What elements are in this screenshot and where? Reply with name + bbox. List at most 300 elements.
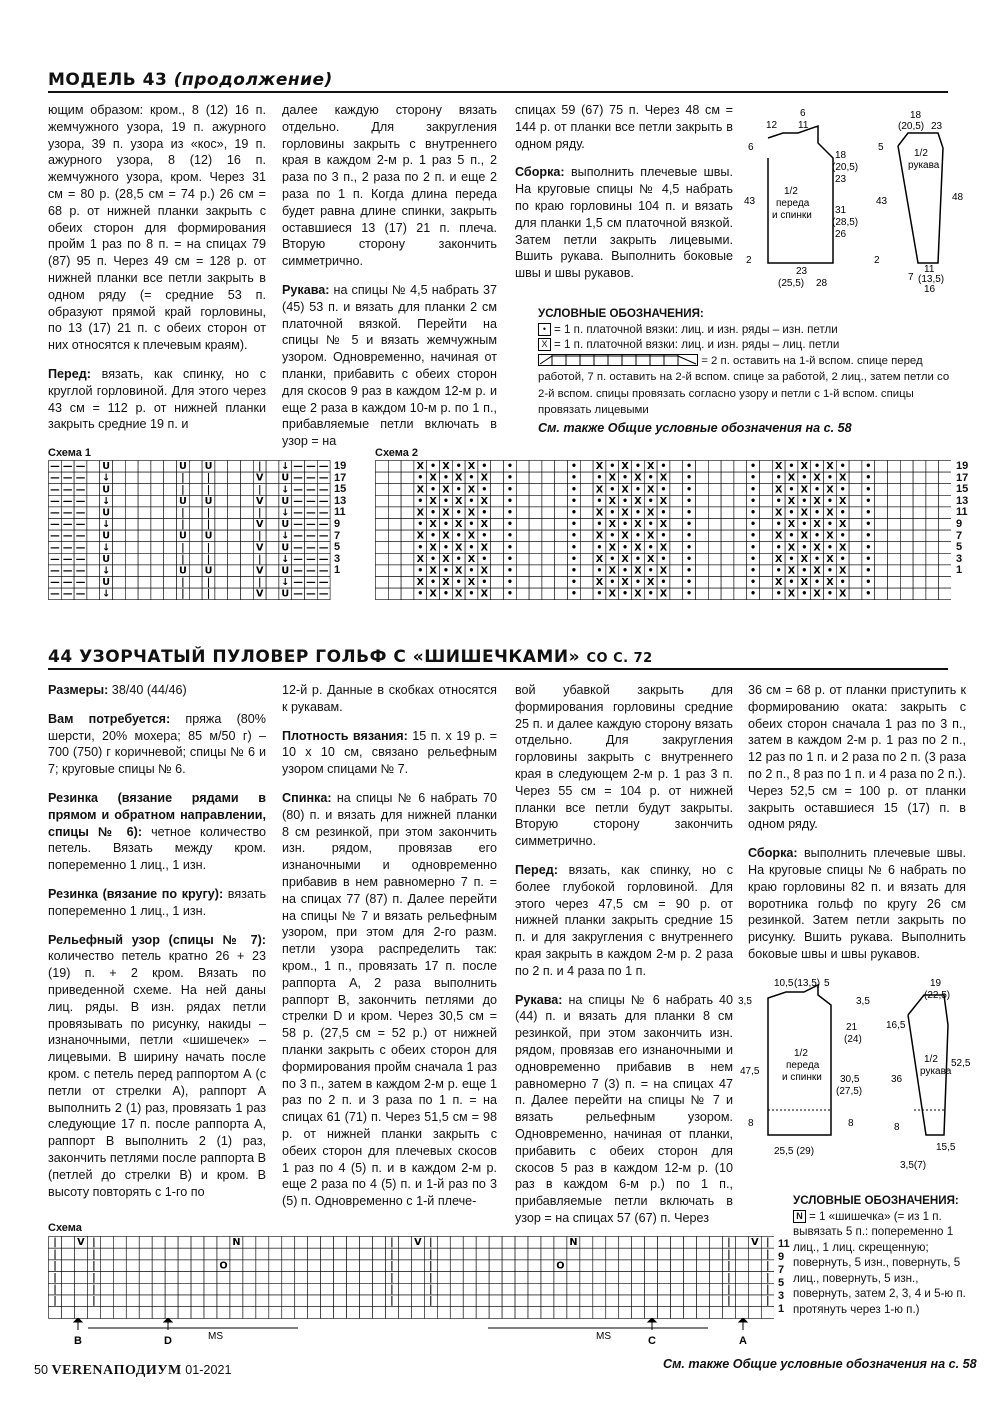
grid-symbol: • xyxy=(647,495,654,507)
grid-cell xyxy=(580,553,593,565)
grid-cell xyxy=(243,1283,256,1295)
grid-cell xyxy=(266,495,279,507)
model43-see-also: См. также Общие условные обозначения на с. 58 xyxy=(538,420,852,435)
grid-cell xyxy=(191,1295,204,1307)
grid-cell xyxy=(888,530,901,542)
grid-symbol: X xyxy=(659,472,668,484)
model43-column-2 xyxy=(282,102,497,462)
grid-symbol: X xyxy=(646,461,655,473)
grid-cell xyxy=(580,1307,593,1319)
model44-page-ref: СО С. 72 xyxy=(586,651,653,666)
grid-cell xyxy=(849,484,862,496)
grid-cell xyxy=(939,495,951,507)
grid-cell xyxy=(734,461,747,473)
grid-cell xyxy=(593,1295,606,1307)
grid-symbol: | xyxy=(390,1248,394,1260)
grid-cell xyxy=(606,1237,619,1249)
grid-symbol: — xyxy=(318,472,329,484)
grid-cell xyxy=(476,1307,489,1319)
grid-cell xyxy=(684,1295,697,1307)
grid-cell xyxy=(256,1248,269,1260)
grid-symbol: | xyxy=(53,1237,57,1249)
grid-symbol: X xyxy=(774,507,783,519)
grid-cell xyxy=(913,553,926,565)
grid-cell xyxy=(888,588,901,600)
grid-cell xyxy=(398,1237,411,1249)
grid-cell xyxy=(138,553,151,565)
grid-symbol: • xyxy=(430,530,437,542)
grid-symbol: • xyxy=(455,577,462,589)
grid-cell xyxy=(373,1237,386,1249)
grid-symbol: • xyxy=(647,542,654,554)
grid-cell xyxy=(388,519,401,531)
grid-symbol: X xyxy=(826,507,834,519)
grid-symbol: | xyxy=(390,1272,394,1284)
grid-cell xyxy=(632,1307,645,1319)
sdim-48: 48 xyxy=(952,192,964,203)
dim-2: 2 xyxy=(746,255,752,266)
grid-cell xyxy=(401,484,414,496)
grid-cell xyxy=(308,1283,321,1295)
grid-cell xyxy=(373,1248,386,1260)
grid-symbol: • xyxy=(750,495,757,507)
grid-cell xyxy=(138,519,151,531)
s44-15-5: 15,5 xyxy=(936,1142,956,1153)
grid-symbol: | xyxy=(429,1272,433,1284)
grid-cell xyxy=(734,553,747,565)
grid-cell xyxy=(875,588,888,600)
grid-symbol: — xyxy=(75,577,86,589)
grid-cell xyxy=(684,1260,697,1272)
grid-symbol: U xyxy=(204,565,213,577)
grid-cell xyxy=(138,472,151,484)
grid-cell xyxy=(295,1260,308,1272)
grid-cell xyxy=(376,577,389,589)
grid-cell xyxy=(125,565,138,577)
grid-symbol: | xyxy=(206,542,211,554)
model44-legend xyxy=(793,1193,973,1317)
grid-cell xyxy=(74,1295,87,1307)
grid-cell xyxy=(334,1295,347,1307)
d44-8a: 8 xyxy=(748,1118,754,1129)
grid-symbol: — xyxy=(293,472,303,484)
model43-sleeve-label: Рукава: xyxy=(282,282,330,297)
schema2-label: Схема 2 xyxy=(375,447,419,459)
grid-symbol: V xyxy=(255,472,264,484)
d44-3-5a: 3,5 xyxy=(738,996,752,1007)
grid-cell xyxy=(228,519,241,531)
grid-symbol: X xyxy=(621,507,629,519)
grid-cell xyxy=(555,542,568,554)
grid-cell xyxy=(528,1237,541,1249)
grid-cell xyxy=(373,1307,386,1319)
grid-symbol: X xyxy=(774,484,783,496)
grid-cell xyxy=(215,565,228,577)
sdim-18: 18 xyxy=(910,110,922,121)
grid-symbol: • xyxy=(775,472,782,484)
grid-cell xyxy=(151,553,164,565)
grid-cell xyxy=(489,1272,502,1284)
d44-10-5: 10,5 xyxy=(774,978,794,989)
grid-symbol: X xyxy=(838,519,847,531)
grid-symbol: — xyxy=(50,553,60,565)
grid-symbol: • xyxy=(686,565,693,577)
grid-symbol: • xyxy=(750,461,757,473)
grid-cell xyxy=(463,1272,476,1284)
grid-symbol: — xyxy=(318,507,329,519)
grid-cell xyxy=(697,1237,710,1249)
grid-symbol: U xyxy=(281,495,290,507)
d44-47-5: 47,5 xyxy=(740,1066,760,1077)
grid-cell xyxy=(709,1307,722,1319)
grid-cell xyxy=(401,542,414,554)
grid-cell xyxy=(138,507,151,519)
grid-symbol: • xyxy=(826,519,833,531)
grid-cell xyxy=(376,565,389,577)
grid-cell xyxy=(888,472,901,484)
grid-cell xyxy=(113,1283,126,1295)
grid-symbol: N xyxy=(232,1237,241,1249)
grid-symbol: | xyxy=(206,472,211,484)
grid-cell xyxy=(593,1248,606,1260)
grid-cell xyxy=(230,1295,243,1307)
legend-item-knit-text: = 1 п. платочной вязки: лиц. и изн. ряды – лиц. петли xyxy=(554,338,840,351)
grid-symbol: — xyxy=(293,542,303,554)
grid-cell xyxy=(388,484,401,496)
row-number: 15 xyxy=(956,483,969,496)
grid-symbol: • xyxy=(826,565,833,577)
grid-cell xyxy=(151,530,164,542)
grid-cell xyxy=(138,484,151,496)
grid-symbol: X xyxy=(429,472,437,484)
grid-symbol: ↓ xyxy=(281,461,290,473)
grid-cell xyxy=(476,1248,489,1260)
grid-symbol: U xyxy=(102,484,110,496)
grid-cell xyxy=(189,495,202,507)
grid-symbol: • xyxy=(417,588,424,600)
grid-cell xyxy=(515,1248,528,1260)
grid-cell xyxy=(125,461,138,473)
grid-cell xyxy=(61,1260,74,1272)
grid-cell xyxy=(256,1237,269,1249)
grid-symbol: X xyxy=(621,530,629,542)
grid-cell xyxy=(684,1307,697,1319)
grid-symbol: X xyxy=(659,495,668,507)
grid-symbol: • xyxy=(430,577,437,589)
grid-symbol: — xyxy=(62,472,73,484)
grid-symbol: X xyxy=(480,519,489,531)
grid-cell xyxy=(241,495,254,507)
row-number: 9 xyxy=(334,517,341,530)
grid-symbol: • xyxy=(801,542,808,554)
grid-cell xyxy=(385,1307,398,1319)
grid-symbol: U xyxy=(102,530,110,542)
grid-cell xyxy=(398,1295,411,1307)
grid-symbol: • xyxy=(442,565,449,577)
grid-cell xyxy=(606,1248,619,1260)
grid-symbol: | xyxy=(257,461,262,473)
grid-cell xyxy=(900,472,913,484)
grid-cell xyxy=(113,530,126,542)
grid-cell xyxy=(888,484,901,496)
grid-cell xyxy=(722,1307,735,1319)
grid-cell xyxy=(411,1307,424,1319)
grid-cell xyxy=(215,553,228,565)
grid-cell xyxy=(875,495,888,507)
grid-symbol: U xyxy=(179,495,187,507)
grid-cell xyxy=(554,1237,567,1249)
grid-symbol: — xyxy=(62,484,73,496)
model43-diagrams xyxy=(738,108,978,293)
grid-cell xyxy=(580,565,593,577)
grid-cell xyxy=(875,484,888,496)
grid-cell xyxy=(580,484,593,496)
grid-cell xyxy=(241,542,254,554)
grid-cell xyxy=(450,1283,463,1295)
grid-symbol: X xyxy=(774,530,783,542)
grid-cell xyxy=(734,577,747,589)
grid-cell xyxy=(709,1272,722,1284)
grid-cell xyxy=(529,472,542,484)
grid-symbol: U xyxy=(281,472,290,484)
grid-cell xyxy=(165,1307,178,1319)
grid-cell xyxy=(215,472,228,484)
grid-symbol: X xyxy=(634,472,642,484)
grid-cell xyxy=(542,577,555,589)
grid-symbol: X xyxy=(454,565,463,577)
grid-cell xyxy=(748,1260,761,1272)
grid-symbol: • xyxy=(686,577,693,589)
grid-cell xyxy=(670,495,683,507)
grid-cell xyxy=(619,1237,632,1249)
grid-cell xyxy=(708,472,721,484)
rib1-text: четное количество петель. Вязать между кром. попеременно 1 лиц., 1 изн. xyxy=(48,824,266,873)
grid-cell xyxy=(926,495,939,507)
grid-cell xyxy=(913,588,926,600)
grid-cell xyxy=(243,1260,256,1272)
grid-cell xyxy=(388,542,401,554)
grid-cell xyxy=(398,1272,411,1284)
relief-label: Рельефный узор (спицы № 7): xyxy=(48,932,266,947)
grid-symbol: • xyxy=(570,472,577,484)
bobble-icon: N xyxy=(793,1210,806,1223)
grid-cell xyxy=(721,484,734,496)
grid-symbol: • xyxy=(596,519,603,531)
grid-cell xyxy=(542,588,555,600)
grid-cell xyxy=(217,1307,230,1319)
grid-cell xyxy=(269,1248,282,1260)
grid-cell xyxy=(151,542,164,554)
grid-cell xyxy=(450,1260,463,1272)
grid-symbol: U xyxy=(179,565,187,577)
grid-cell xyxy=(721,461,734,473)
grid-symbol: • xyxy=(634,484,641,496)
grid-symbol: • xyxy=(506,472,513,484)
grid-cell xyxy=(619,1283,632,1295)
grid-symbol: ↓ xyxy=(281,577,290,589)
grid-symbol: X xyxy=(826,484,834,496)
grid-symbol: — xyxy=(50,565,60,577)
grid-cell xyxy=(516,484,529,496)
grid-cell xyxy=(489,1307,502,1319)
grid-cell xyxy=(476,1237,489,1249)
grid-symbol: • xyxy=(686,484,693,496)
grid-cell xyxy=(151,484,164,496)
grid-symbol: | xyxy=(181,507,185,519)
grid-cell xyxy=(696,530,709,542)
grid-cell xyxy=(164,530,177,542)
grid-cell xyxy=(138,542,151,554)
grid-cell xyxy=(266,542,279,554)
grid-cell xyxy=(670,484,683,496)
grid-symbol: X xyxy=(838,588,847,600)
grid-cell xyxy=(228,484,241,496)
grid-symbol: • xyxy=(647,472,654,484)
grid-symbol: U xyxy=(281,542,290,554)
grid-symbol: X xyxy=(646,553,655,565)
grid-cell xyxy=(376,472,389,484)
grid-cell xyxy=(256,1272,269,1284)
model44-see-also: См. также Общие условные обозначения на с. 58 xyxy=(663,1357,977,1371)
grid-cell xyxy=(670,472,683,484)
grid-cell xyxy=(401,472,414,484)
grid-cell xyxy=(900,565,913,577)
grid-cell xyxy=(580,1272,593,1284)
grid-symbol: • xyxy=(750,577,757,589)
grid-cell xyxy=(875,565,888,577)
grid-symbol: • xyxy=(814,530,821,542)
grid-cell xyxy=(217,1237,230,1249)
grid-symbol: — xyxy=(306,472,316,484)
grid-symbol: — xyxy=(62,577,73,589)
grid-cell xyxy=(476,1295,489,1307)
grid-symbol: X xyxy=(800,577,809,589)
grid-cell xyxy=(241,588,254,600)
grid-symbol: • xyxy=(506,461,513,473)
grid-symbol: • xyxy=(814,461,821,473)
grid-cell xyxy=(152,1307,165,1319)
grid-cell xyxy=(606,1307,619,1319)
model43-title xyxy=(48,70,333,90)
grid-cell xyxy=(939,588,951,600)
grid-cell xyxy=(696,461,709,473)
grid-cell xyxy=(204,1260,217,1272)
grid-cell xyxy=(152,1248,165,1260)
model44-sleeve-diagram xyxy=(886,978,971,1171)
grid-cell xyxy=(178,1248,191,1260)
grid-cell xyxy=(529,495,542,507)
model44-back-label-2: переда xyxy=(786,1060,820,1071)
model44-front xyxy=(515,862,733,980)
grid-cell xyxy=(321,1260,334,1272)
grid-symbol: X xyxy=(480,472,489,484)
grid-symbol: • xyxy=(455,507,462,519)
grid-cell xyxy=(437,1307,450,1319)
grid-cell xyxy=(658,1237,671,1249)
grid-cell xyxy=(125,472,138,484)
grid-symbol: X xyxy=(429,495,437,507)
model44-relief xyxy=(48,932,266,1201)
grid-cell xyxy=(580,461,593,473)
grid-cell xyxy=(580,588,593,600)
grid-symbol: X xyxy=(838,495,847,507)
grid-symbol: — xyxy=(50,484,60,496)
grid-symbol: • xyxy=(647,588,654,600)
grid-symbol: X xyxy=(454,472,463,484)
grid-symbol: X xyxy=(774,461,783,473)
grid-symbol: ↓ xyxy=(102,542,111,554)
grid-cell xyxy=(554,1272,567,1284)
grid-cell xyxy=(61,1248,74,1260)
grid-cell xyxy=(189,553,202,565)
grid-cell xyxy=(164,472,177,484)
grid-cell xyxy=(554,1295,567,1307)
grid-cell xyxy=(217,1272,230,1284)
model44-schema-grid xyxy=(48,1236,774,1320)
grid-cell xyxy=(376,530,389,542)
grid-cell xyxy=(913,507,926,519)
dim-12: 12 xyxy=(766,120,778,131)
model44-need xyxy=(48,711,266,778)
grid-symbol: X xyxy=(608,588,617,600)
grid-cell xyxy=(373,1272,386,1284)
grid-cell xyxy=(939,461,951,473)
grid-cell xyxy=(671,1248,684,1260)
grid-cell xyxy=(888,565,901,577)
grid-cell xyxy=(256,1307,269,1319)
grid-cell xyxy=(645,1248,658,1260)
grid-cell xyxy=(670,542,683,554)
grid-cell xyxy=(913,577,926,589)
grid-cell xyxy=(437,1237,450,1249)
grid-symbol: | xyxy=(53,1272,57,1284)
grid-symbol: • xyxy=(660,553,667,565)
grid-symbol: • xyxy=(660,484,667,496)
grid-cell xyxy=(87,484,100,496)
model44-sizes xyxy=(48,682,266,699)
grid-cell xyxy=(529,553,542,565)
grid-symbol: • xyxy=(865,507,872,519)
grid-symbol: • xyxy=(609,553,616,565)
grid-symbol: • xyxy=(468,519,475,531)
d44-25-5: 25,5 (29) xyxy=(774,1146,815,1157)
grid-cell xyxy=(228,461,241,473)
grid-symbol: • xyxy=(570,553,577,565)
grid-cell xyxy=(555,588,568,600)
grid-cell xyxy=(555,461,568,473)
grid-symbol: • xyxy=(865,542,872,554)
grid-cell xyxy=(266,507,279,519)
grid-cell xyxy=(401,507,414,519)
model43-assembly-label: Сборка: xyxy=(515,165,565,180)
grid-symbol: — xyxy=(75,484,86,496)
grid-symbol: | xyxy=(53,1248,57,1260)
grid-cell xyxy=(888,495,901,507)
grid-symbol: • xyxy=(609,507,616,519)
grid-cell xyxy=(939,507,951,519)
grid-cell xyxy=(217,1248,230,1260)
grid-symbol: • xyxy=(417,542,424,554)
grid-symbol: X xyxy=(595,461,604,473)
legend-item-bobble xyxy=(793,1209,973,1318)
grid-cell xyxy=(555,530,568,542)
grid-symbol: X xyxy=(608,542,617,554)
grid-cell xyxy=(347,1260,360,1272)
grid-cell xyxy=(295,1237,308,1249)
grid-symbol: — xyxy=(75,553,86,565)
grid-symbol: • xyxy=(609,530,616,542)
grid-cell xyxy=(735,1272,748,1284)
